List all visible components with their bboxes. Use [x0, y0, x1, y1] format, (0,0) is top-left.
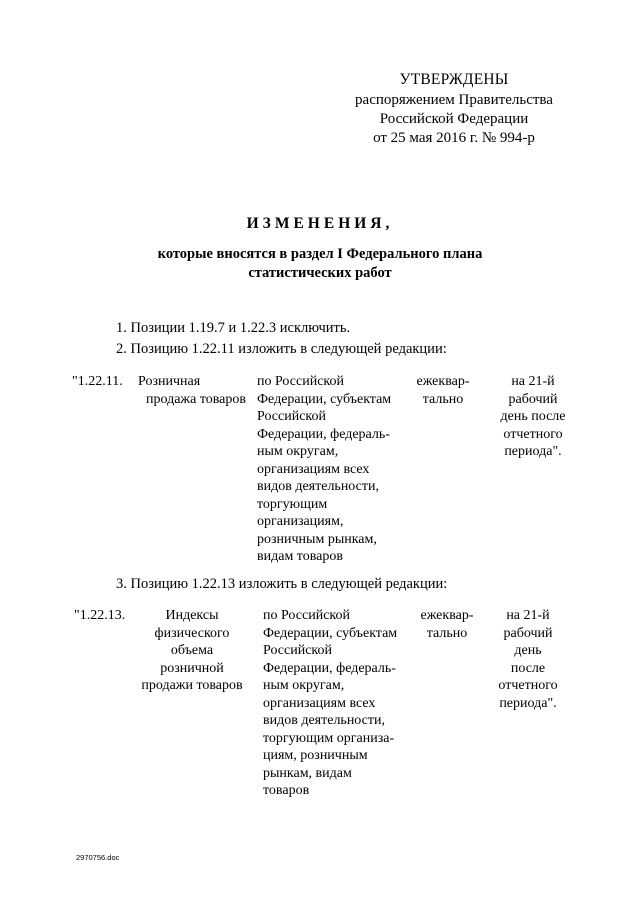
- deadline-line: отчетного: [498, 678, 558, 693]
- paragraph-2: 2. Позицию 1.22.11 изложить в следующей редакции:: [116, 341, 447, 357]
- breakdown-line: видов деятельности,: [263, 713, 385, 728]
- breakdown-line: организациям всех: [263, 695, 376, 711]
- name-line: физического: [154, 625, 230, 641]
- footer-filename: 2970756.doc: [76, 853, 120, 862]
- document-subtitle: [0, 245, 640, 283]
- approval-heading: УТВЕРЖДЕНЫ: [399, 71, 509, 88]
- subtitle-line: статистических работ: [248, 265, 392, 281]
- deadline-cell: [485, 607, 571, 712]
- deadline-line: рабочий: [508, 391, 558, 407]
- frequency-line: ежеквар-: [416, 374, 470, 389]
- deadline-line: отчетного: [503, 426, 563, 442]
- position-number: "1.22.13.: [74, 608, 126, 623]
- breakdown-line: организациям,: [257, 514, 344, 529]
- frequency-cell: [404, 607, 490, 642]
- document-title: ИЗМЕНЕНИЯ,: [246, 215, 394, 232]
- name-line: продажа товаров: [146, 391, 246, 407]
- frequency-line: ежеквар-: [420, 608, 474, 623]
- approval-line: Российской Федерации: [379, 111, 529, 127]
- subtitle-line: которые вносятся в раздел I Федерального плана: [157, 246, 483, 262]
- breakdown-line: ным округам,: [257, 444, 339, 459]
- breakdown-line: Федерации, федераль-: [263, 660, 396, 676]
- name-line: продажи товаров: [141, 678, 243, 693]
- breakdown-line: видов деятельности,: [257, 479, 379, 494]
- approval-line: распоряжением Правительства: [355, 92, 553, 108]
- deadline-line: на 21-й: [511, 374, 555, 389]
- deadline-line: день: [514, 643, 542, 658]
- frequency-line: тально: [422, 391, 464, 407]
- name-line: розничной: [160, 660, 224, 676]
- breakdown-line: Федерации, субъектам: [263, 625, 398, 641]
- deadline-line: периода".: [499, 695, 557, 711]
- breakdown-line: по Российской: [257, 374, 344, 389]
- indicator-name: [130, 373, 246, 408]
- breakdown-line: товаров: [263, 783, 310, 798]
- breakdown-line: розничным рынкам,: [257, 531, 377, 547]
- breakdown-cell: [263, 607, 413, 800]
- breakdown-line: ным округам,: [263, 678, 345, 693]
- indicator-name: [128, 607, 256, 695]
- breakdown-line: Российской: [263, 643, 332, 658]
- breakdown-line: Российской: [257, 409, 326, 424]
- approval-line: от 25 мая 2016 г. № 994-р: [373, 130, 535, 146]
- frequency-line: тально: [426, 625, 468, 641]
- breakdown-line: Федерации, федераль-: [257, 426, 390, 442]
- breakdown-cell: [257, 373, 407, 566]
- breakdown-line: Федерации, субъектам: [257, 391, 392, 407]
- paragraph-1: 1. Позиции 1.19.7 и 1.22.3 исключить.: [116, 320, 351, 336]
- breakdown-line: видам товаров: [257, 549, 343, 564]
- deadline-cell: [490, 373, 576, 461]
- name-line: Розничная: [138, 374, 201, 389]
- deadline-line: рабочий: [503, 625, 553, 641]
- frequency-cell: [398, 373, 488, 408]
- breakdown-line: по Российской: [263, 608, 350, 623]
- approval-block: [340, 70, 568, 148]
- deadline-line: на 21-й: [506, 608, 550, 623]
- deadline-line: периода".: [504, 444, 562, 459]
- deadline-line: после: [510, 660, 546, 676]
- breakdown-line: торгующим: [257, 496, 328, 512]
- breakdown-line: рынкам, видам: [263, 765, 352, 781]
- paragraph-3: 3. Позицию 1.22.13 изложить в следующей редакции:: [116, 576, 448, 592]
- deadline-line: день после: [500, 409, 566, 424]
- position-number: "1.22.11.: [72, 374, 123, 389]
- name-line: объема: [170, 643, 214, 658]
- breakdown-line: циям, розничным: [263, 748, 368, 763]
- breakdown-line: организациям всех: [257, 461, 370, 477]
- breakdown-line: торгующим организа-: [263, 730, 395, 746]
- name-line: Индексы: [165, 608, 219, 623]
